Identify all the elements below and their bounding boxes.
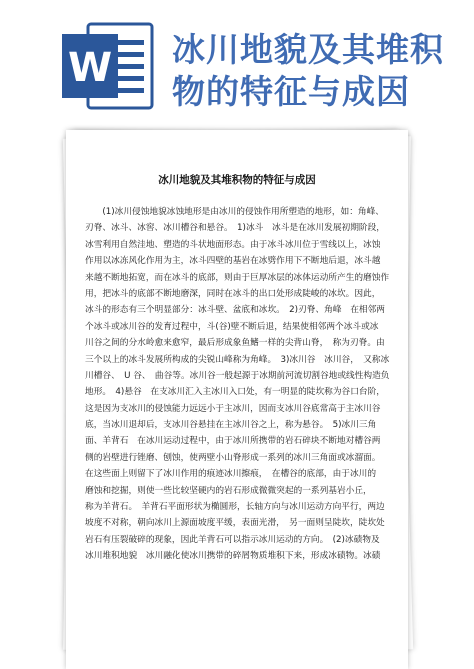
header-banner bbox=[0, 0, 474, 120]
body-text-line: 称为羊背石。 羊背石平面形状为椭圆形，长轴方向与冰川运动方向平行，两边 bbox=[85, 502, 385, 513]
body-text-line: 底，当冰川退却后，支冰川谷悬挂在主冰川谷之上，称为悬谷。 5)冰川三角 bbox=[85, 420, 377, 431]
body-text-line: 用，把冰斗的底部不断地磨深，同时在冰斗的出口处形成陡峻的冰坎。因此， bbox=[85, 288, 381, 299]
body-text-line: 个冰斗或冰川谷的发育过程中，斗(谷)壁不断后退，结果使相邻两个冰斗或冰 bbox=[85, 321, 379, 332]
body-text-line: 来越不断地拓宽，而在冰斗的底部，则由于巨厚冰层的冰体运动所产生的磨蚀作 bbox=[85, 272, 390, 283]
body-text-line: (1)冰川侵蚀地貌冰蚀地形是由冰川的侵蚀作用所塑造的地形，如：角峰、 bbox=[85, 207, 384, 217]
body-text-line: 岩石有压裂破碎的现象，因此羊背石可以指示冰川运动的方向。 (2)冰碛物及 bbox=[85, 534, 380, 545]
body-text-line: 这是因为支冰川的侵蚀能力远远小于主冰川，因而支冰川谷底常高于主冰川谷 bbox=[85, 403, 381, 414]
body-text-line: 侧的岩壁进行锉磨、刨蚀，使两壁小山脊形成一系列的冰川三角面或冰溜面。 bbox=[85, 452, 381, 463]
banner-title-line-2: 物的特征与成因 bbox=[172, 72, 410, 111]
word-icon-letter: W bbox=[67, 45, 113, 91]
word-document-icon bbox=[58, 20, 156, 112]
body-text-line: 川槽谷、 U 谷、 曲谷等。冰川谷一般起源于冰期前河流切割谷地或线性构造负 bbox=[85, 370, 390, 381]
body-text-line: 川谷之间的分水岭愈来愈窄，最后形成象鱼鳍一样的尖背山脊， 称为刃脊。由 bbox=[85, 338, 385, 349]
body-text-line: 在这些面上则留下了冰川作用的痕迹冰川擦痕， 在槽谷的底部，由于冰川的 bbox=[85, 469, 377, 480]
document-page bbox=[66, 130, 408, 669]
body-text-line: 地形。 4)悬谷 在支冰川汇入主冰川入口处，有一明显的陡坎称为谷口台阶， bbox=[85, 387, 385, 398]
body-text-line: 磨蚀和挖掘，则使一些比较坚硬内的岩石形成微微突起的一系列基岩小丘， bbox=[85, 485, 372, 496]
document-title: 冰川地貌及其堆积物的特征与成因 bbox=[158, 174, 316, 186]
body-text-line: 坡度不对称，朝向冰川上源面坡度平缓，表面光滑， 另一面则呈陡坎，陡坎处 bbox=[85, 518, 385, 529]
body-text-line: 冰斗的形态有三个明显部分：冰斗壁、盆底和冰坎。 2)刃脊、角峰 在相邻两 bbox=[85, 305, 385, 316]
body-text-line: 作用以冰冻风化作用为主，冰斗四壁的基岩在冰劈作用下不断地后退，冰斗越 bbox=[85, 256, 381, 267]
body-text-line: 面、羊背石 在冰川运动过程中，由于冰川所携带的岩石碎块不断地对槽谷两 bbox=[85, 436, 381, 447]
body-text-line: 冰雪利用自然洼地、塑造的斗状地面形态。由于冰斗冰川位于雪线以上，冰蚀 bbox=[85, 239, 381, 250]
body-text-line: 刃脊、冰斗、冰窖、冰川槽谷和悬谷。 1)冰斗 冰斗是在冰川发展初期阶段， bbox=[85, 223, 385, 234]
banner-title-line-1: 冰川地貌及其堆积 bbox=[172, 30, 444, 69]
body-text-line: 三个以上的冰斗发展所构成的尖锐山峰称为角峰。 3)冰川谷 冰川谷， 又称冰 bbox=[85, 354, 390, 365]
document-body bbox=[85, 204, 393, 565]
body-text-line: 冰川堆积地貌 冰川融化使冰川携带的碎屑物质堆积下来，形成冰碛物。冰碛 bbox=[85, 551, 381, 562]
